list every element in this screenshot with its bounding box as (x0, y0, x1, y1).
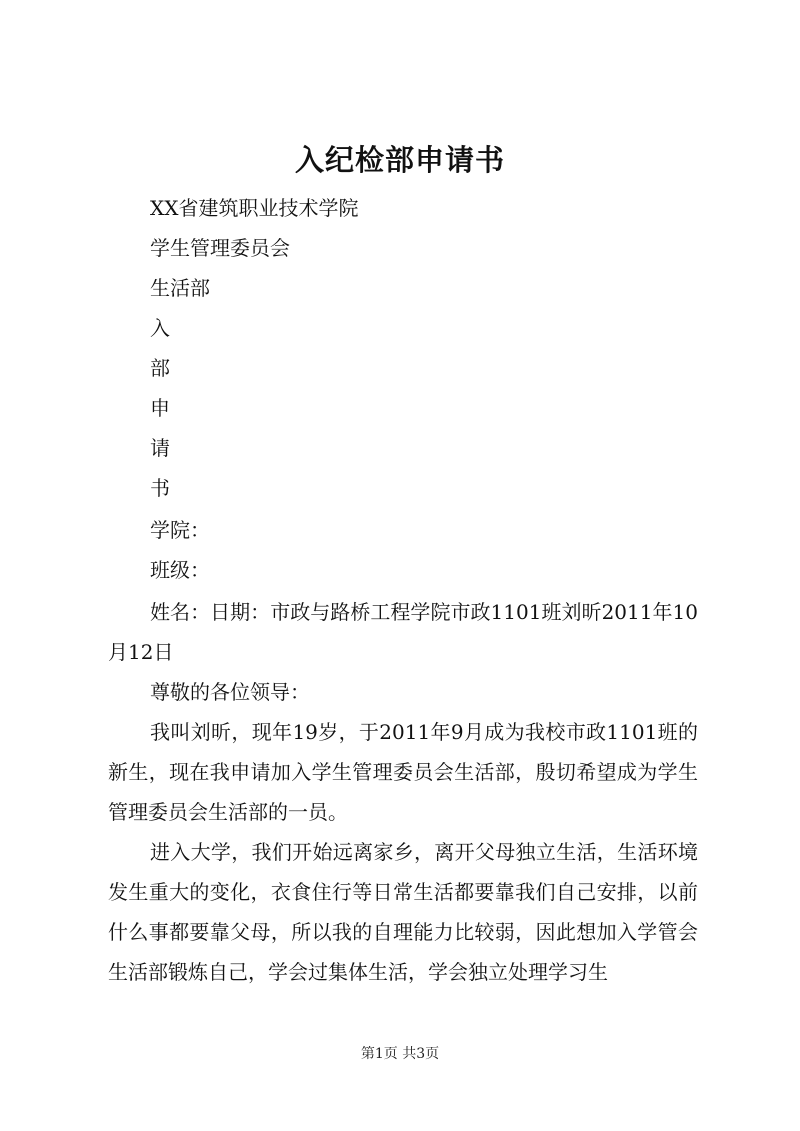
paragraph-salutation: 尊敬的各位领导： (150, 680, 310, 704)
header-line-char-1: 入 (150, 316, 170, 340)
header-line-department: 生活部 (150, 276, 210, 300)
paragraph-motivation: 进入大学，我们开始远离家乡，离开父母独立生活，生活环境发生重大的变化，衣食住行等日常生活都要靠我们自己安排，以前什么事都要靠父母，所以我的自理能力比较弱，因此想加入学管会生活部锻炼自己，学会过集体生活，学会独立处理学习生 (108, 840, 698, 984)
field-label-class: 班级： (150, 558, 210, 582)
paragraph-introduction: 我叫刘昕，现年19岁，于2011年9月成为我校市政1101班的新生，现在我申请加入学生管理委员会生活部，殷切希望成为学生管理委员会生活部的一员。 (108, 720, 698, 824)
header-line-char-5: 书 (150, 476, 170, 500)
field-label-college: 学院： (150, 518, 210, 542)
header-line-char-4: 请 (150, 436, 170, 460)
page-number-footer: 第1页 共3页 (360, 1046, 440, 1062)
header-line-school: XX省建筑职业技术学院 (150, 196, 359, 220)
header-line-char-2: 部 (150, 356, 170, 380)
header-line-char-3: 申 (150, 396, 170, 420)
document-title: 入纪检部申请书 (294, 143, 505, 177)
paragraph-name-date: 姓名：日期：市政与路桥工程学院市政1101班刘昕2011年10月12日 (108, 600, 698, 664)
header-line-committee: 学生管理委员会 (150, 236, 290, 260)
